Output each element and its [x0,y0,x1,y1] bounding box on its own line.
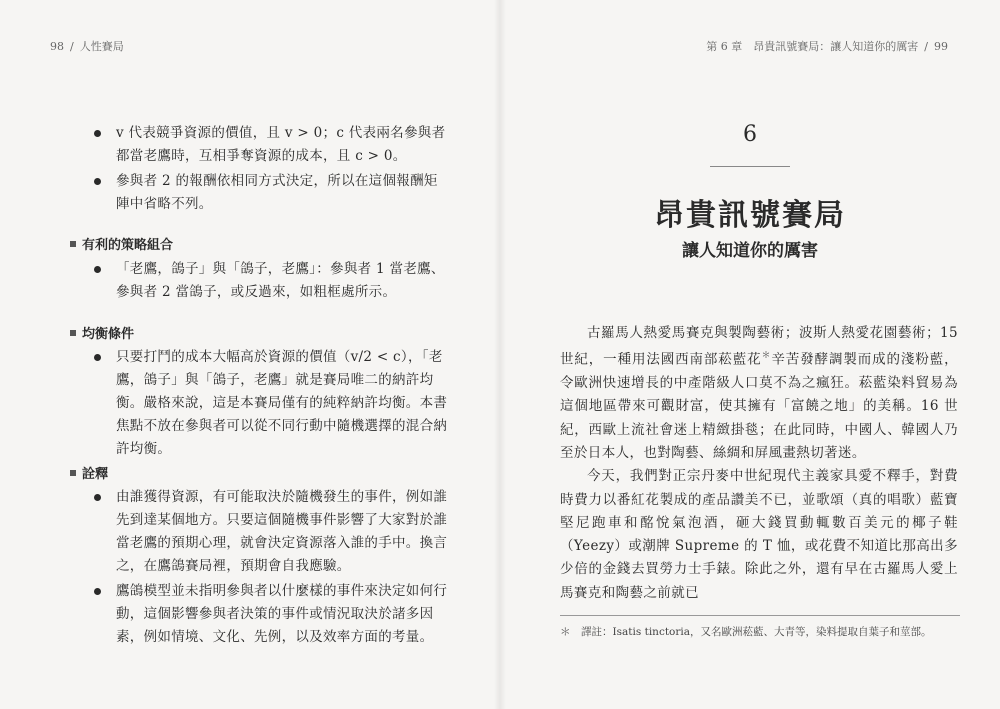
left-running-head [50,38,124,54]
bullet-item [90,580,450,649]
bullet-text: 鷹鴿模型並未指明參與者以什麼樣的事件來決定如何行動，這個影響參與者決策的事件或情況取決於諸多因素，例如情境、文化、先例，以及效率方面的考量。 [116,583,448,645]
footnote: ＊ 譯註：Isatis tinctoria，又名歐洲菘藍、大青等，染料提取自葉子和莖部。 [560,626,932,638]
intro-bullet-list [90,122,450,216]
square-bullet-icon [70,470,76,476]
bullet-item [90,346,450,461]
right-chapter-label: 第 6 章 [706,40,743,53]
bullet-text: 參與者 2 的報酬依相同方式決定，所以在這個報酬矩陣中省略不列。 [116,173,438,212]
bullet-dot-icon [94,178,101,185]
right-chapter-title: 昂貴訊號賽局：讓人知道你的厲害 [753,40,919,53]
footnote-marker: ＊ [761,351,772,362]
interpretation-block [90,486,450,649]
bullet-dot-icon [94,354,101,361]
left-running-head-separator: / [70,40,74,53]
left-book-title: 人性賽局 [79,40,124,53]
square-bullet-icon [70,241,76,247]
chapter-title: 昂貴訊號賽局 [654,198,846,233]
section-heading-equilibrium [70,323,134,342]
footnote-divider [560,615,960,616]
chapter-subtitle: 讓人知道你的厲害 [682,241,818,261]
square-bullet-icon [70,330,76,336]
paragraph-text: 今天，我們對正宗丹麥中世紀現代主義家具愛不釋手，對費時費力以番紅花製成的產品讚美不已，並歌頌（真的唱歌）藍寶堅尼跑車和酩悅氣泡酒，砸大錢買動輒數百美元的椰子鞋（Yeezy）或潮牌 Supreme 的 T 恤，或花費不知道比那高出多少倍的金錢去買勞力士手錶。除此之外，還有早在古羅馬人愛上馬賽克和陶藝之前就已 [560,468,958,601]
bullet-text: 只要打鬥的成本大幅高於資源的價值（v/2 < c），「老鷹，鴿子」與「鴿子，老鷹」就是賽局唯二的納許均衡。嚴格來說，這是本賽局僅有的純粹納許均衡。本書焦點不放在參與者可以從不同行動中隨機選擇的混合納許均衡。 [116,349,448,457]
bullet-dot-icon [94,130,101,137]
bullet-item [90,170,450,216]
bullet-text: 由誰獲得資源，有可能取決於隨機發生的事件，例如誰先到達某個地方。只要這個隨機事件影響了大家對於誰當老鷹的預期心理，就會決定資源落入誰的手中。換言之，在鷹鴿賽局裡，預期會自我應驗。 [116,489,448,574]
section-heading-text: 均衡條件 [82,327,135,342]
bullet-dot-icon [94,494,101,501]
bullet-dot-icon [94,266,101,273]
left-page-number: 98 [50,40,64,53]
section-heading-favorable-strategies [70,234,173,253]
bullet-item [90,486,450,578]
interpretation-list [90,486,450,649]
bullet-item [90,122,450,168]
equilibrium-list [90,346,450,461]
intro-bullet-block [90,122,450,216]
section-heading-text: 有利的策略組合 [82,238,174,253]
body-paragraph [560,322,958,465]
chapter-body [560,322,958,605]
bullet-text: v 代表競爭資源的價值，且 v > 0；c 代表兩名參與者都當老鷹時，互相爭奪資源的成本，且 c > 0。 [116,125,446,164]
favorable-strategies-list [90,258,450,304]
section-heading-interpretation [70,463,108,482]
right-page [500,0,1000,709]
right-running-head [706,38,948,54]
bullet-dot-icon [94,588,101,595]
bullet-item [90,258,450,304]
right-page-number: 99 [934,40,948,53]
favorable-strategies-block [90,258,450,304]
equilibrium-block [90,346,450,461]
paragraph-text-continued: 辛苦發酵調製而成的淺粉藍，令歐洲快速增長的中產階級人口莫不為之瘋狂。菘藍染料貿易為這個地區帶來可觀財富，使其擁有「富饒之地」的美稱。16 世紀，西歐上流社會迷上精緻掛毯；在此同時，中國人、韓國人乃至於日本人，也對陶藝、絲綢和屏風畫熱切著迷。 [560,351,959,461]
right-running-head-separator: / [924,40,928,53]
chapter-divider [710,166,790,167]
chapter-number: 6 [743,122,757,147]
body-paragraph [560,465,958,605]
bullet-text: 「老鷹，鴿子」與「鴿子，老鷹」：參與者 1 當老鷹、參與者 2 當鴿子，或反過來，如粗框處所示。 [116,261,445,300]
section-heading-text: 詮釋 [82,467,109,482]
paragraph-text: 古羅馬人熱愛馬賽克與製陶藝術；波斯人熱愛花園藝術；15 世紀，一種用法國西南部菘藍花 [560,325,958,368]
